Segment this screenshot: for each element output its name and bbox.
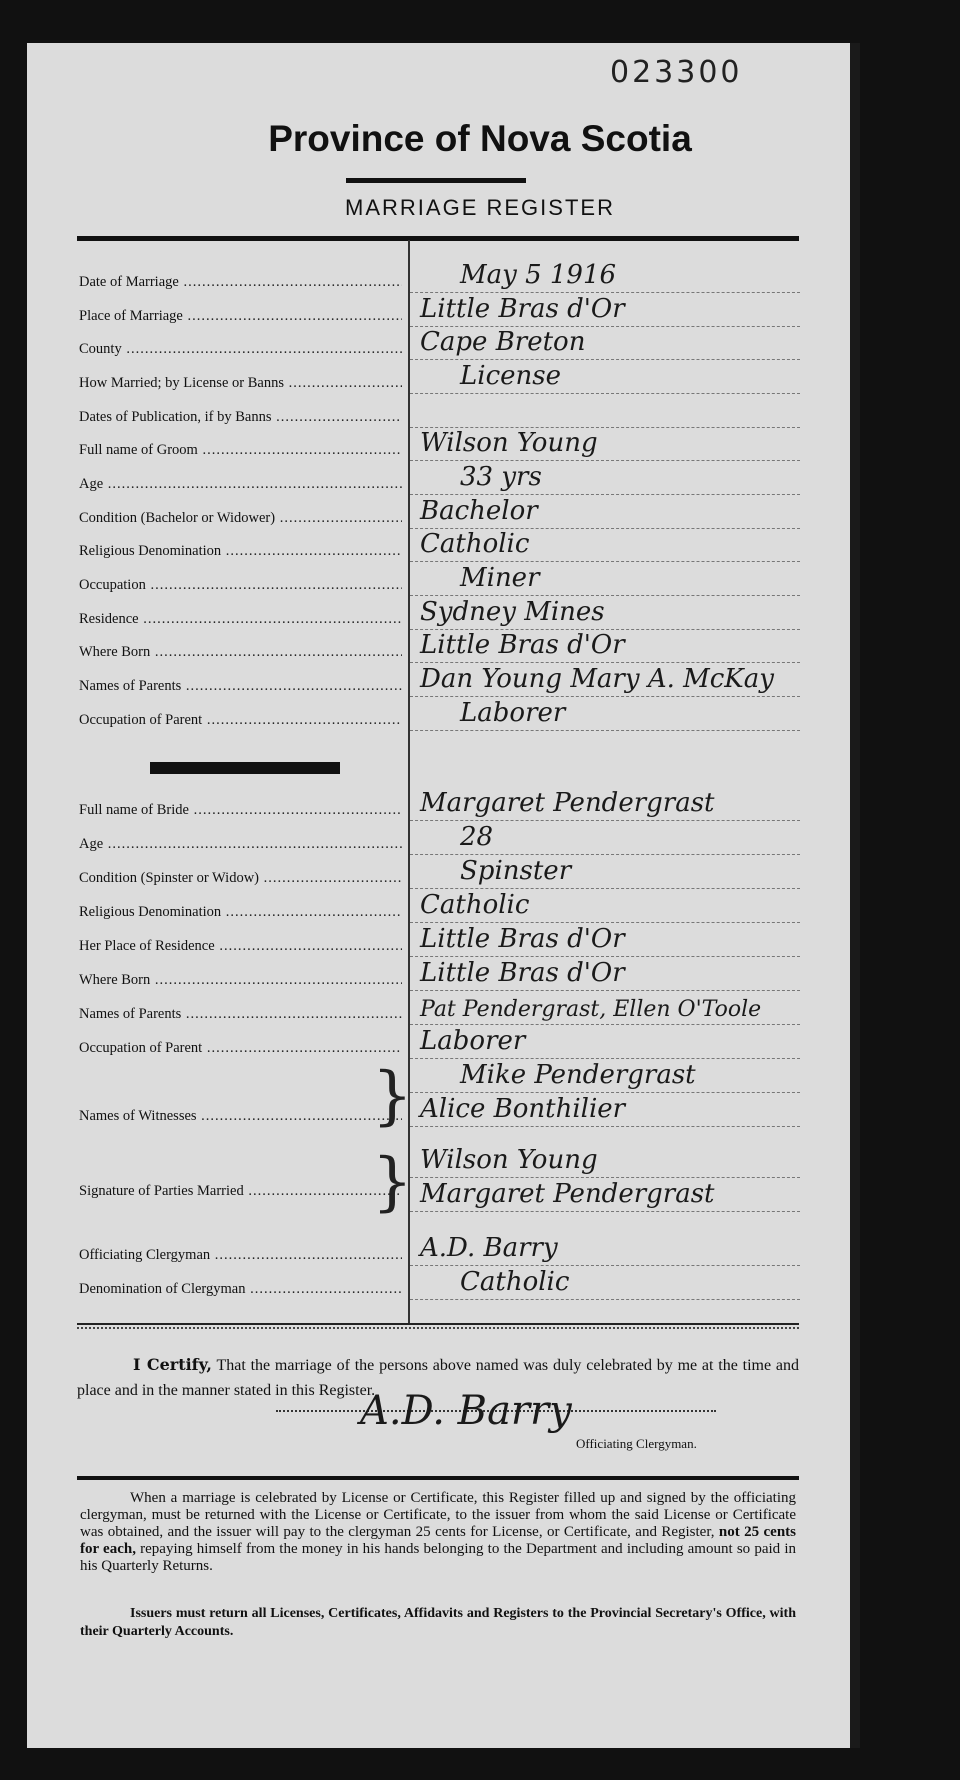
field-label: Where Born ..... <box>79 644 402 661</box>
field-label: County ..... <box>79 341 402 358</box>
field-label: Religious Denomination ..... <box>79 904 402 921</box>
field-label: Condition (Bachelor or Widower) ..... <box>79 510 402 527</box>
field-row-groom-occupation <box>0 563 960 596</box>
field-line <box>410 990 800 991</box>
signature-line-2 <box>0 1179 960 1212</box>
field-row-how-married <box>0 361 960 394</box>
field-value: Bachelor <box>420 496 538 526</box>
field-value: 28 <box>460 822 494 852</box>
signature-2-value: Margaret Pendergrast <box>420 1179 715 1209</box>
field-line <box>410 1092 800 1093</box>
field-line <box>410 393 800 394</box>
field-row-bride-birthplace <box>0 958 960 991</box>
field-label: Occupation of Parent ..... <box>79 1040 402 1057</box>
field-label: Residence ..... <box>79 611 402 628</box>
form-subtitle: MARRIAGE REGISTER <box>345 195 615 220</box>
field-line <box>410 1177 800 1178</box>
field-line <box>410 820 800 821</box>
field-line <box>410 561 800 562</box>
witness-1-value: Mike Pendergrast <box>460 1060 696 1090</box>
signature-line-1 <box>0 1145 960 1178</box>
instructions-rule <box>77 1476 799 1480</box>
certify-lead: I Certify, <box>133 1355 212 1374</box>
signature-1-value: Wilson Young <box>420 1145 598 1175</box>
field-value: Little Bras d'Or <box>420 958 625 988</box>
field-value: Catholic <box>420 529 530 559</box>
instructions-bold: not 25 cents for each, <box>80 1524 797 1557</box>
certify-text: That the marriage of the persons above named was duly celebrated by me at the time and place and in the manner stated in this Register. <box>77 1357 799 1399</box>
field-value: A.D. Barry <box>420 1233 558 1263</box>
field-line <box>410 1126 800 1127</box>
field-value: 33 yrs <box>460 462 542 492</box>
witness-line-1 <box>0 1060 960 1093</box>
field-line <box>410 696 800 697</box>
field-row-clergy-denomination <box>0 1267 960 1300</box>
field-label: Place of Marriage ..... <box>79 308 402 325</box>
field-row-bride-name <box>0 788 960 821</box>
header-rule <box>77 236 799 241</box>
field-value: Little Bras d'Or <box>420 294 625 324</box>
field-line <box>410 1024 800 1025</box>
field-row-bride-parent-occupation <box>0 1026 960 1059</box>
field-row-date-of-marriage <box>0 260 960 293</box>
field-row-bride-condition <box>0 856 960 889</box>
field-line <box>410 854 800 855</box>
field-row-bride-residence <box>0 924 960 957</box>
section-rule-dotted <box>77 1327 799 1329</box>
field-line <box>410 460 800 461</box>
field-row-bride-age <box>0 822 960 855</box>
field-line <box>410 922 800 923</box>
witness-line-2 <box>0 1094 960 1127</box>
field-label: Officiating Clergyman ..... <box>79 1247 402 1264</box>
field-value: Cape Breton <box>420 327 586 357</box>
field-value: Wilson Young <box>420 428 598 458</box>
field-label: Age ..... <box>79 476 402 493</box>
instructions-part-2: repaying himself from the money in his hands belonging to the Department and including amount so paid in his Quarterly Returns. <box>80 1541 796 1574</box>
field-value: Little Bras d'Or <box>420 630 625 660</box>
section-divider-bar <box>150 762 340 774</box>
field-value: May 5 1916 <box>460 260 617 290</box>
field-line <box>410 1211 800 1212</box>
title-underline <box>346 178 526 183</box>
register-number: 023300 <box>610 55 743 90</box>
field-value: Catholic <box>420 890 530 920</box>
field-label: Where Born ..... <box>79 972 402 989</box>
field-value: Laborer <box>420 1026 526 1056</box>
signatures-label: Signature of Parties Married ..... <box>79 1183 402 1200</box>
field-line <box>410 1265 800 1266</box>
field-line <box>410 1299 800 1300</box>
field-label: Names of Parents ..... <box>79 1006 402 1023</box>
field-line <box>410 662 800 663</box>
field-row-bride-parents <box>0 995 960 1025</box>
field-row-groom-age <box>0 462 960 495</box>
field-value: Pat Pendergrast, Ellen O'Toole <box>420 997 762 1022</box>
witnesses-label: Names of Witnesses ..... <box>79 1108 402 1125</box>
field-row-groom-birthplace <box>0 630 960 663</box>
field-value: Little Bras d'Or <box>420 924 625 954</box>
field-line <box>410 956 800 957</box>
field-line <box>410 888 800 889</box>
field-line <box>410 292 800 293</box>
field-label: Condition (Spinster or Widow) ..... <box>79 870 402 887</box>
field-row-groom-religion <box>0 529 960 562</box>
field-value: Laborer <box>460 698 566 728</box>
field-value: Margaret Pendergrast <box>420 788 715 818</box>
field-row-groom-residence <box>0 597 960 630</box>
signature-caption: Officiating Clergyman. <box>576 1436 697 1451</box>
clergyman-signature: A.D. Barry <box>360 1388 572 1434</box>
field-row-groom-name <box>0 428 960 461</box>
field-row-county <box>0 327 960 360</box>
issuers-notice: Issuers must return all Licenses, Certificates, Affidavits and Registers to the Provincial Secretary's Office, with their Quarterly Accounts. <box>80 1606 796 1639</box>
field-row-place-of-marriage <box>0 294 960 327</box>
field-row-groom-parents <box>0 664 960 697</box>
field-row-groom-parent-occupation <box>0 698 960 731</box>
field-row-bride-religion <box>0 890 960 923</box>
field-value: Dan Young Mary A. McKay <box>420 664 774 694</box>
field-label: Denomination of Clergyman ..... <box>79 1281 402 1298</box>
field-label: Her Place of Residence ..... <box>79 938 402 955</box>
field-label: Dates of Publication, if by Banns ..... <box>79 409 402 426</box>
field-label: Names of Parents ..... <box>79 678 402 695</box>
field-row-officiating-clergyman <box>0 1233 960 1266</box>
field-label: Full name of Groom ..... <box>79 442 402 459</box>
field-line <box>410 595 800 596</box>
field-value: Sydney Mines <box>420 597 605 627</box>
field-value: Catholic <box>460 1267 570 1297</box>
field-row-groom-condition <box>0 496 960 529</box>
field-value: Miner <box>460 563 540 593</box>
field-label: Occupation of Parent ..... <box>79 712 402 729</box>
form-title: Province of Nova Scotia <box>268 118 692 159</box>
witness-2-value: Alice Bonthilier <box>420 1094 626 1124</box>
field-row-dates-of-publication <box>0 398 960 428</box>
field-line <box>410 1058 800 1059</box>
field-label: Full name of Bride ..... <box>79 802 402 819</box>
section-rule <box>77 1323 799 1325</box>
signatures-brace-icon: } <box>372 1145 413 1219</box>
field-line <box>410 494 800 495</box>
field-label: How Married; by License or Banns ..... <box>79 375 402 392</box>
field-label: Religious Denomination ..... <box>79 543 402 560</box>
field-value: Spinster <box>460 856 572 886</box>
instructions-part-1: When a marriage is celebrated by License or Certificate, this Register filled up and signed by the officiating clergyman, must be returned with the License or Certificate, to the issuer from whom the said License or Certificate was obtained, and the issuer will pay to the clergyman 25 cents for License, or Certificate, and Register, <box>80 1490 796 1540</box>
field-line <box>410 730 800 731</box>
field-label: Date of Marriage ..... <box>79 274 402 291</box>
field-label: Occupation ..... <box>79 577 402 594</box>
field-value: License <box>460 361 562 391</box>
return-instructions <box>80 1490 796 1575</box>
witnesses-brace-icon: } <box>372 1059 413 1133</box>
field-line <box>410 359 800 360</box>
field-label: Age ..... <box>79 836 402 853</box>
